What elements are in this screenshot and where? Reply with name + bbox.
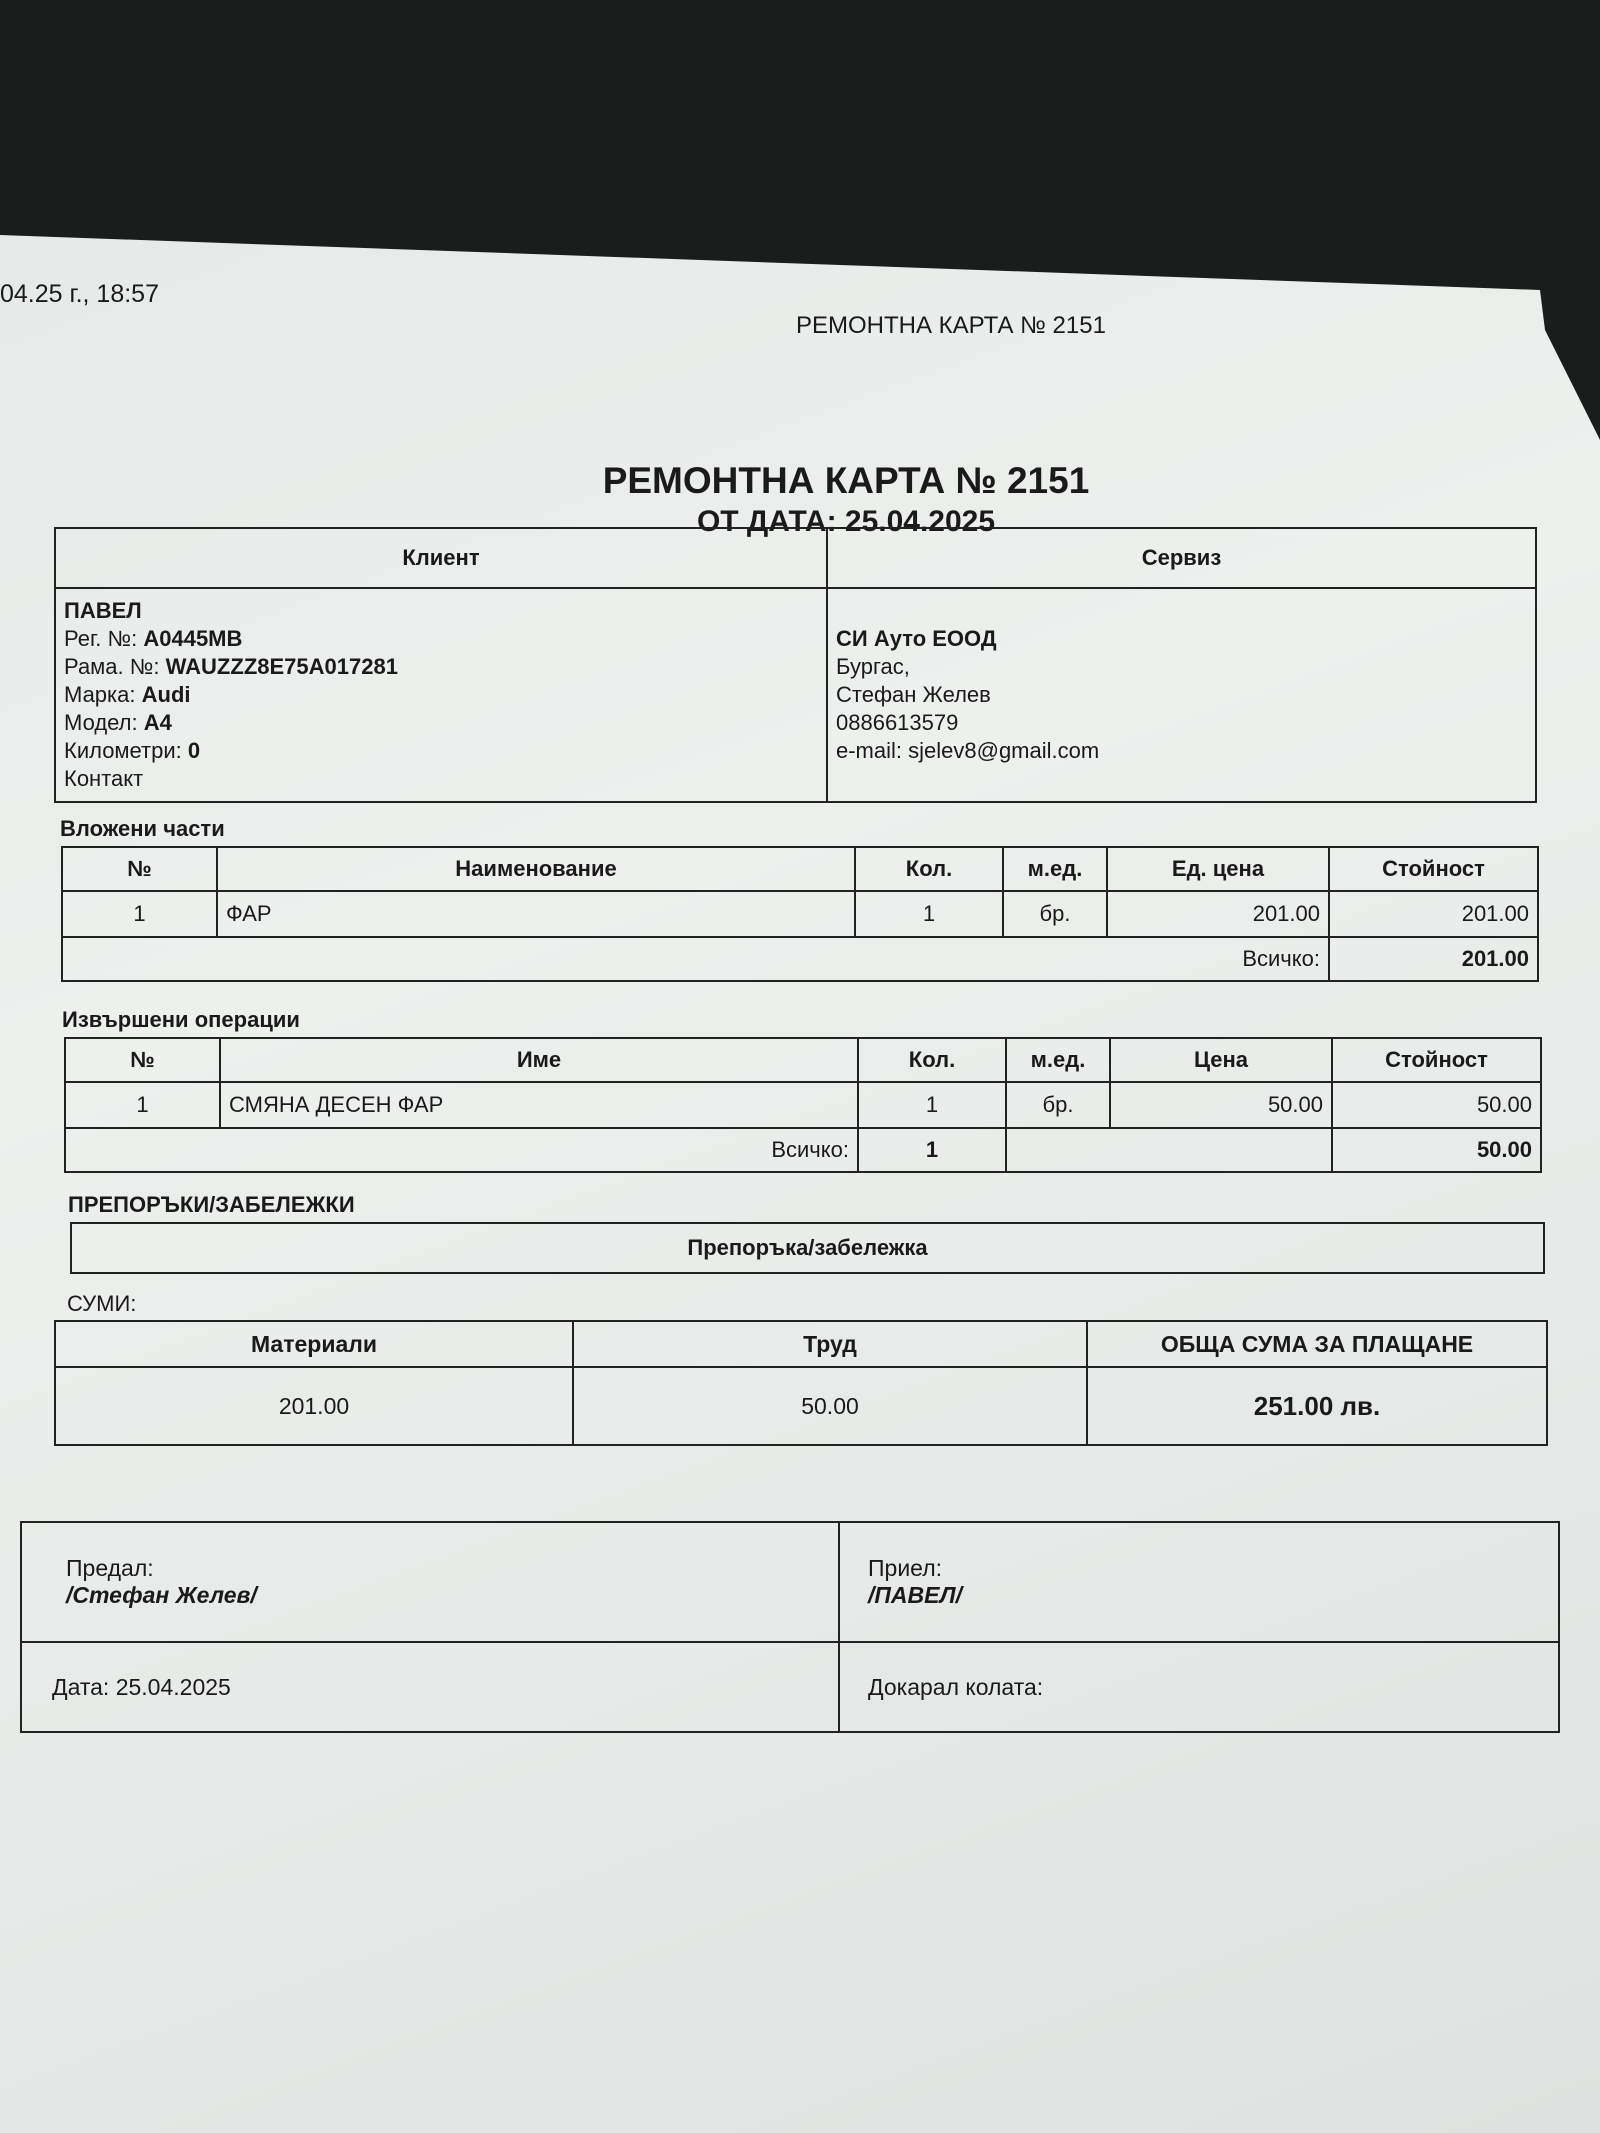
- make: Audi: [141, 682, 191, 707]
- col-price: Цена: [1110, 1038, 1332, 1082]
- signatures-table: [20, 1521, 1560, 1733]
- client-info: [55, 588, 827, 802]
- model-label: Модел:: [64, 710, 138, 735]
- client-heading: Клиент: [55, 528, 827, 588]
- operations-total-label: Всичко:: [65, 1128, 858, 1172]
- parts-total: 201.00: [1329, 937, 1538, 981]
- notes-table: [70, 1222, 1545, 1274]
- service-person: Стефан Желев: [836, 682, 991, 707]
- parts-label: Вложени части: [60, 816, 225, 841]
- document-date: ОТ ДАТА: 25.04.2025: [696, 505, 996, 538]
- col-value: Стойност: [1329, 847, 1538, 891]
- labor-value: 50.00: [573, 1367, 1087, 1445]
- sums-label: СУМИ:: [67, 1291, 137, 1316]
- col-unit-price: Ед. цена: [1107, 847, 1329, 891]
- col-name: Наименование: [217, 847, 855, 891]
- client-service-table: [54, 527, 1537, 803]
- brought-car-label: Докарал колата:: [839, 1642, 1559, 1732]
- operations-table: [64, 1037, 1542, 1173]
- operations-label: Извършени операции: [62, 1007, 300, 1032]
- make-label: Марка:: [64, 682, 136, 707]
- materials-value: 201.00: [55, 1367, 573, 1445]
- cell: 1: [62, 891, 217, 937]
- vin: WAUZZZ8E75A017281: [165, 654, 398, 679]
- table-row: [62, 891, 1538, 937]
- km-label: Километри:: [64, 738, 182, 763]
- print-timestamp: 04.25 г., 18:57: [0, 280, 159, 308]
- cell: бр.: [1003, 891, 1107, 937]
- contact-label: Контакт: [64, 766, 144, 791]
- reg-number: A0445MB: [143, 626, 243, 651]
- col-no: №: [65, 1038, 220, 1082]
- labor-header: Труд: [573, 1321, 1087, 1367]
- service-phone: 0886613579: [836, 710, 959, 735]
- vin-label: Рама. №:: [64, 654, 160, 679]
- cell: ФАР: [217, 891, 855, 937]
- cell: 50.00: [1332, 1082, 1541, 1128]
- col-qty: Кол.: [855, 847, 1003, 891]
- document-title: РЕМОНТНА КАРТА № 2151: [602, 460, 1090, 501]
- model: A4: [143, 710, 172, 735]
- col-name: Име: [220, 1038, 858, 1082]
- sums-table: [54, 1320, 1548, 1446]
- col-qty: Кол.: [858, 1038, 1006, 1082]
- service-city: Бургас,: [836, 654, 910, 679]
- parts-table: [61, 846, 1539, 982]
- reg-label: Рег. №:: [64, 626, 138, 651]
- cell: бр.: [1006, 1082, 1110, 1128]
- received-label: Приел:: [868, 1555, 943, 1581]
- operations-total: 50.00: [1332, 1128, 1541, 1172]
- received-name: /ПАВЕЛ/: [868, 1582, 962, 1608]
- signature-date: Дата: 25.04.2025: [21, 1642, 839, 1732]
- notes-label: ПРЕПОРЪКИ/ЗАБЕЛЕЖКИ: [68, 1192, 355, 1217]
- cell: СМЯНА ДЕСЕН ФАР: [220, 1082, 858, 1128]
- total-value: 251.00 лв.: [1087, 1367, 1547, 1445]
- handed-label: Предал:: [66, 1555, 154, 1581]
- cell: 1: [65, 1082, 220, 1128]
- service-company: СИ Ауто ЕООД: [836, 626, 997, 651]
- materials-header: Материали: [55, 1321, 573, 1367]
- service-info: [827, 588, 1536, 802]
- col-unit: м.ед.: [1006, 1038, 1110, 1082]
- km: 0: [187, 738, 201, 763]
- parts-total-label: Всичко:: [62, 937, 1329, 981]
- cell: 50.00: [1110, 1082, 1332, 1128]
- service-email: e-mail: sjelev8@gmail.com: [836, 738, 1100, 763]
- cell: 1: [855, 891, 1003, 937]
- handed-name: /Стефан Желев/: [66, 1582, 257, 1608]
- col-no: №: [62, 847, 217, 891]
- total-header: ОБЩА СУМА ЗА ПЛАЩАНЕ: [1087, 1321, 1547, 1367]
- operations-total-qty: 1: [858, 1128, 1006, 1172]
- notes-header: Препоръка/забележка: [71, 1223, 1544, 1273]
- table-row: [65, 1082, 1541, 1128]
- cell: 201.00: [1329, 891, 1538, 937]
- page-header: РЕМОНТНА КАРТА № 2151: [796, 312, 1106, 339]
- cell: 1: [858, 1082, 1006, 1128]
- client-name: ПАВЕЛ: [64, 598, 142, 623]
- cell: 201.00: [1107, 891, 1329, 937]
- col-unit: м.ед.: [1003, 847, 1107, 891]
- service-heading: Сервиз: [827, 528, 1536, 588]
- col-value: Стойност: [1332, 1038, 1541, 1082]
